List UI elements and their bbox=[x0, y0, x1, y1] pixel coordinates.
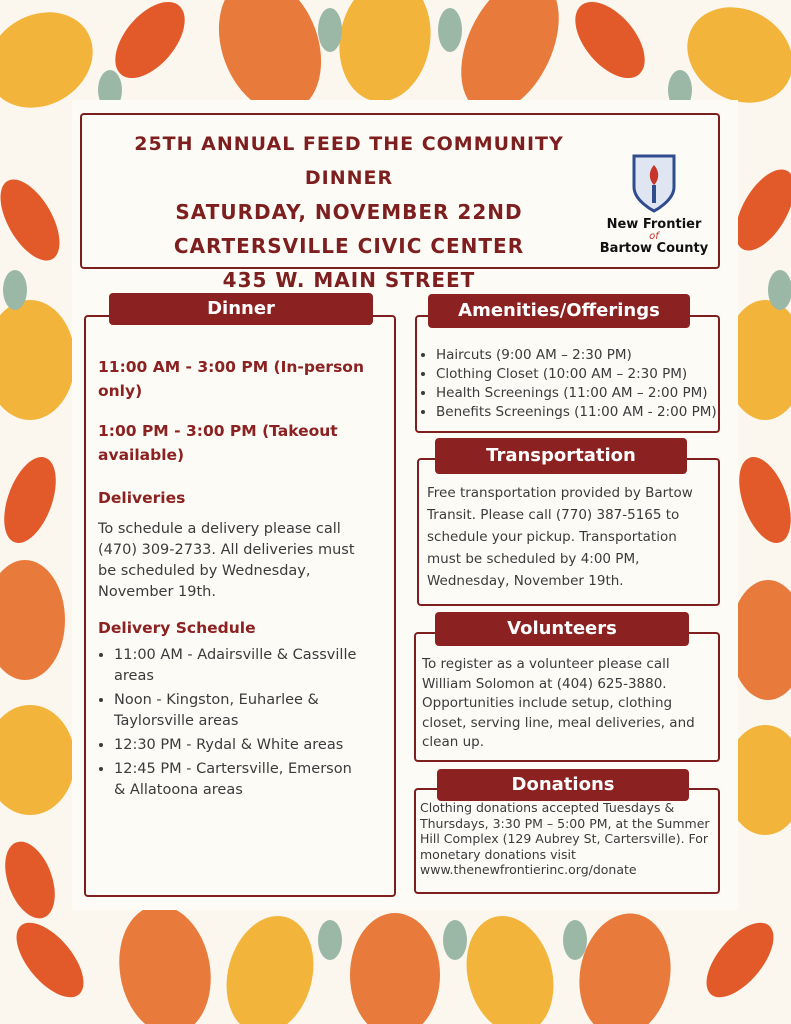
list-item: • 12:30 PM - Rydal & White areas bbox=[114, 735, 364, 756]
leaf-icon bbox=[4, 911, 96, 1008]
logo-name-line2: Bartow County bbox=[599, 241, 709, 256]
dinner-time-inperson: 11:00 AM - 3:00 PM (In-person only) bbox=[98, 358, 364, 400]
leaf-icon bbox=[214, 906, 326, 1024]
list-item: • Benefits Screenings (11:00 AM - 2:00 PM) bbox=[436, 403, 734, 422]
flyer-panel bbox=[72, 100, 738, 910]
event-header bbox=[80, 113, 720, 292]
dinner-content bbox=[98, 355, 378, 801]
event-title: 25TH ANNUAL FEED THE COMMUNITY DINNER bbox=[134, 133, 564, 189]
dinner-time-takeout: 1:00 PM - 3:00 PM (Takeout available) bbox=[98, 422, 338, 464]
leaf-icon bbox=[694, 911, 786, 1008]
delivery-schedule-list bbox=[98, 645, 364, 801]
leaf-icon bbox=[570, 906, 680, 1024]
amenities-title: Amenities/Offerings bbox=[428, 294, 690, 328]
event-venue: CARTERSVILLE CIVIC CENTER bbox=[173, 234, 525, 258]
leaf-icon bbox=[0, 835, 64, 925]
leaf-icon bbox=[350, 913, 440, 1024]
donations-text: Clothing donations accepted Tuesdays & Thursdays, 3:30 PM – 5:00 PM, at the Summer Hill Complex (129 Aubrey St, Cartersville). For monetary donations visit www.thenewfrontierinc.org/donate bbox=[420, 800, 710, 877]
list-item: • Haircuts (9:00 AM – 2:30 PM) bbox=[436, 346, 734, 365]
list-item: • Noon - Kingston, Euharlee & Taylorsville areas bbox=[114, 690, 364, 732]
volunteers-text: To register as a volunteer please call William Solomon at (404) 625-3880. Opportunities include setup, clothing closet, serving line, meal deliveries, and clean up. bbox=[422, 656, 695, 750]
shield-torch-icon bbox=[631, 153, 677, 215]
deliveries-heading: Deliveries bbox=[98, 489, 186, 507]
donations-title: Donations bbox=[437, 769, 689, 801]
leaf-icon bbox=[109, 898, 220, 1024]
leaf-icon bbox=[0, 450, 66, 550]
leaf-icon bbox=[443, 920, 467, 960]
transportation-text: Free transportation provided by Bartow Transit. Please call (770) 387-5165 to schedule your pickup. Transportation must be scheduled by 4:00 PM, Wednesday, November 19th. bbox=[427, 485, 693, 589]
list-item: • Health Screenings (11:00 AM – 2:00 PM) bbox=[436, 384, 734, 403]
list-item: • 12:45 PM - Cartersville, Emerson & Allatoona areas bbox=[114, 759, 364, 801]
logo-name-line1: New Frontier bbox=[606, 217, 702, 232]
leaf-icon bbox=[563, 920, 587, 960]
organization-logo bbox=[598, 153, 710, 263]
leaf-icon bbox=[318, 8, 342, 52]
leaf-icon bbox=[438, 8, 462, 52]
leaf-icon bbox=[0, 170, 72, 270]
list-item: • 11:00 AM - Adairsville & Cassville areas bbox=[114, 645, 364, 687]
transportation-title: Transportation bbox=[435, 438, 687, 474]
amenities-list bbox=[422, 346, 734, 422]
list-item: • Clothing Closet (10:00 AM – 2:30 PM) bbox=[436, 365, 734, 384]
leaf-icon bbox=[0, 705, 75, 815]
delivery-schedule-heading: Delivery Schedule bbox=[98, 619, 256, 637]
event-address: 435 W. MAIN STREET bbox=[222, 268, 476, 292]
leaf-icon bbox=[330, 0, 440, 109]
logo-of: of bbox=[649, 231, 659, 242]
leaf-icon bbox=[729, 450, 791, 550]
event-date: SATURDAY, NOVEMBER 22ND bbox=[175, 200, 523, 224]
dinner-title: Dinner bbox=[109, 293, 373, 325]
leaf-icon bbox=[730, 580, 791, 700]
deliveries-text: To schedule a delivery please call (470) 309-2733. All deliveries must be scheduled by Wednesday, November 19th. bbox=[98, 521, 355, 600]
leaf-icon bbox=[0, 300, 75, 420]
leaf-icon bbox=[0, 560, 65, 680]
leaf-icon bbox=[454, 906, 566, 1024]
leaf-icon bbox=[318, 920, 342, 960]
leaf-icon bbox=[562, 0, 658, 91]
leaf-icon bbox=[768, 270, 791, 310]
volunteers-title: Volunteers bbox=[435, 612, 689, 646]
leaf-icon bbox=[3, 270, 27, 310]
